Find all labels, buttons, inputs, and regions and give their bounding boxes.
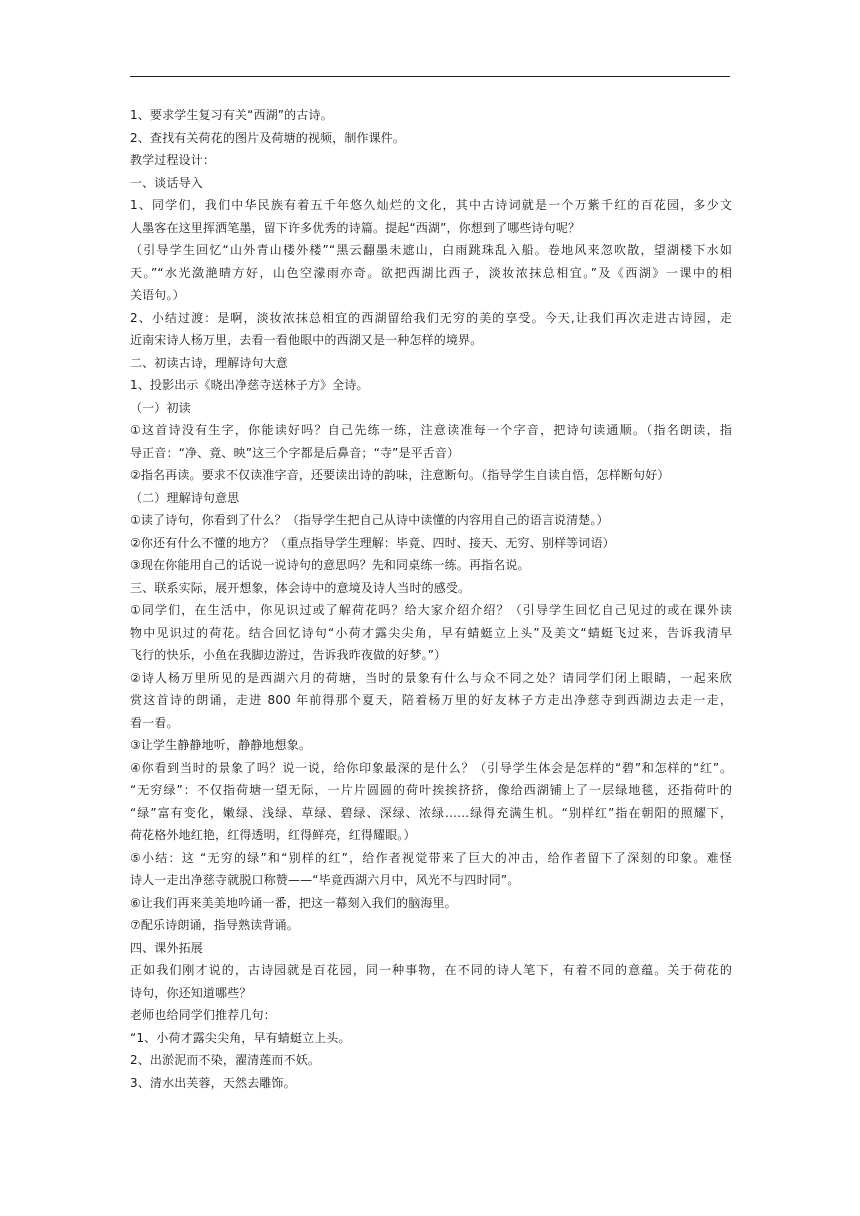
text-line: ①这首诗没有生字，你能读好吗？自己先练一练，注意读准每一个字音，把诗句读通顺。（指名朗读，指 xyxy=(130,423,732,437)
section-heading: 一、谈话导入 xyxy=(130,175,203,190)
text-line: ①读了诗句，你看到了什么？（指导学生把自己从诗中读懂的内容用自己的语言说清楚。） xyxy=(130,513,609,527)
text-line: 1、投影出示《晓出净慈寺送林子方》全诗。 xyxy=(130,378,369,392)
section-heading: 三、联系实际，展开想象，体会诗中的意境及诗人当时的感受。 xyxy=(130,580,471,595)
text-line: 荷花格外地红艳，红得透明，红得鲜亮，红得耀眼。） xyxy=(130,828,416,842)
text-line: 老师也给同学们推荐几句： xyxy=(130,1008,276,1022)
text-line: 赏这首诗的朗诵，走进 800 年前得那个夏天，陪着杨万里的好友林子方走出净慈寺到西湖边去走一走， xyxy=(130,693,732,707)
text-line: 关语句。） xyxy=(130,288,185,302)
text-line: 正如我们刚才说的，古诗园就是百花园，同一种事物，在不同的诗人笔下，有着不同的意蕴。关于荷花的 xyxy=(130,963,732,977)
text-line: 2、小结过渡：是啊，淡妆浓抹总相宜的西湖留给我们无穷的美的享受。今天,让我们再次走进古诗园，走 xyxy=(130,310,732,325)
list-item: 2、出淤泥而不染，濯清莲而不妖。 xyxy=(130,1053,321,1067)
text-line: 飞行的快乐，小鱼在我脚边游过，告诉我昨夜做的好梦。”） xyxy=(130,648,447,662)
text-line: 物中见识过的荷花。结合回忆诗句“小荷才露尖尖角，早有蜻蜓立上头”及美文“蜻蜓飞过来，告诉我清早 xyxy=(130,625,732,640)
subsection-heading: （一）初读 xyxy=(130,400,191,415)
text-line: 诗人一走出净慈寺就脱口称赞——“毕竟西湖六月中，风光不与四时同”。 xyxy=(130,873,520,887)
text-line: “无穷绿”：不仅指荷塘一望无际，一片片圆圆的荷叶挨挨挤挤，像给西湖铺上了一层绿地毯，还指荷叶的 xyxy=(130,783,732,797)
text-line: ⑤小结：这 “无穷的绿”和“别样的红”，给作者视觉带来了巨大的冲击，给作者留下了深刻的印象。难怪 xyxy=(130,850,732,865)
list-item: 3、清水出芙蓉，天然去雕饰。 xyxy=(130,1075,296,1090)
section-heading: 二、初读古诗，理解诗句大意 xyxy=(130,355,288,370)
text-line: ②指名再读。要求不仅读准字音，还要读出诗的韵味，注意断句。（指导学生自读自悟，怎样断句好） xyxy=(130,468,670,482)
text-line: ③现在你能用自己的话说一说诗句的意思吗？先和同桌练一练。再指名说。 xyxy=(130,558,530,572)
text-line: ③让学生静静地听，静静地想象。 xyxy=(130,738,312,752)
text-line: 人墨客在这里挥洒笔墨，留下许多优秀的诗篇。提起“西湖”，你想到了哪些诗句呢？ xyxy=(130,220,581,235)
text-line: “绿”富有变化，嫩绿、浅绿、草绿、碧绿、深绿、浓绿……绿得充满生机。“别样红”指在朝阳的照耀下， xyxy=(130,805,732,820)
text-line: 导正音：“净、竟、映”这三个字都是后鼻音；“寺”是平舌音） xyxy=(130,445,460,460)
text-line: ①同学们，在生活中，你见识过或了解荷花吗？给大家介绍介绍？（引导学生回忆自己见过的或在课外读 xyxy=(130,603,732,617)
text-line: 1、同学们，我们中华民族有着五千年悠久灿烂的文化，其中古诗词就是一个万紫千红的百花园，多少文 xyxy=(130,198,732,212)
text-line: 1、要求学生复习有关“西湖”的古诗。 xyxy=(130,108,333,122)
text-line: ②你还有什么不懂的地方？（重点指导学生理解：毕竟、四时、接天、无穷、别样等词语） xyxy=(130,535,615,550)
text-line: （引导学生回忆“山外青山楼外楼”“黑云翻墨未遮山，白雨跳珠乱入船。卷地风来忽吹散，望湖楼下水如 xyxy=(130,243,732,257)
text-line: ⑦配乐诗朗诵，指导熟读背诵。 xyxy=(130,918,299,932)
text-line: 教学过程设计： xyxy=(130,153,216,167)
text-line: 2、查找有关荷花的图片及荷塘的视频，制作课件。 xyxy=(130,130,406,145)
text-line: ⑥让我们再来美美地吟诵一番，把这一幕刻入我们的脑海里。 xyxy=(130,895,457,910)
text-line: 天。”“水光潋滟晴方好，山色空濛雨亦奇。欲把西湖比西子，淡妆浓抹总相宜。”及《西湖》一课中的相 xyxy=(130,265,732,280)
text-line: ②诗人杨万里所见的是西湖六月的荷塘，当时的景象有什么与众不同之处？请同学们闭上眼睛，一起来欣 xyxy=(130,670,732,685)
subsection-heading: （二）理解诗句意思 xyxy=(130,490,240,505)
text-line: ④你看到当时的景象了吗？说一说，给你印象最深的是什么？（引导学生体会是怎样的“碧”和怎样的“红”。 xyxy=(130,760,732,775)
text-line: 近南宋诗人杨万里，去看一看他眼中的西湖又是一种怎样的境界。 xyxy=(130,333,483,347)
list-item: “1、小荷才露尖尖角，早有蜻蜓立上头。 xyxy=(130,1030,351,1045)
header-rule xyxy=(130,76,730,77)
text-line: 看一看。 xyxy=(130,715,179,730)
section-heading: 四、课外拓展 xyxy=(130,940,203,955)
text-line: 诗句，你还知道哪些？ xyxy=(130,985,252,1000)
document-body xyxy=(130,104,732,1094)
